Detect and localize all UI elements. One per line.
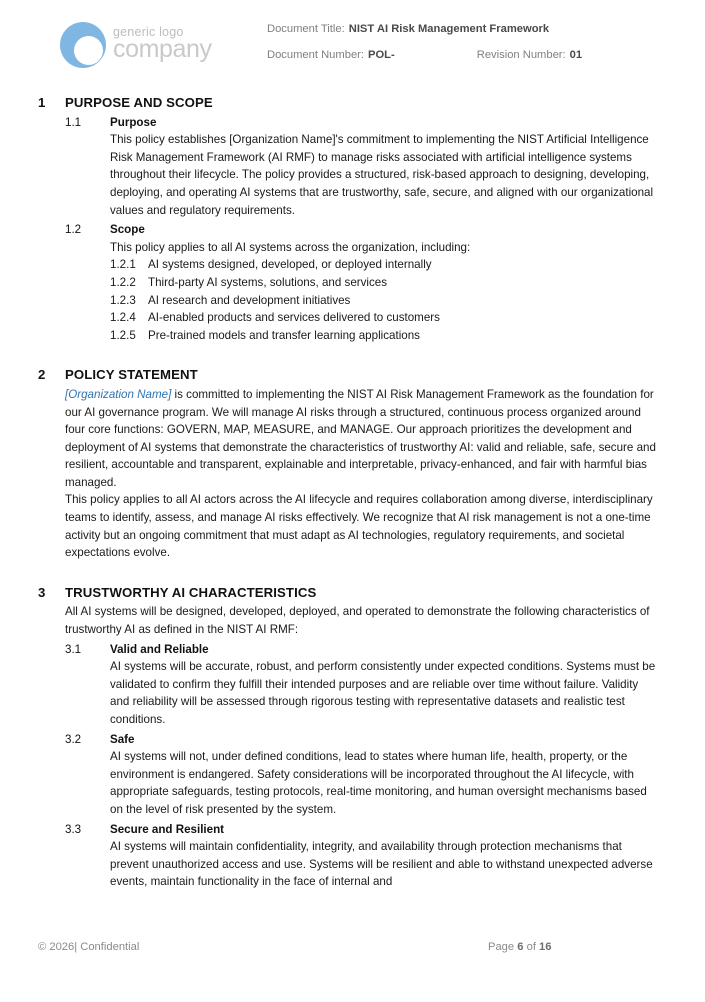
footer-copyright: © 2026| Confidential [38,941,140,953]
document-number-label: Document Number: [267,49,364,61]
organization-name-placeholder: [Organization Name] [65,387,172,401]
subsection-3-2-number: 3.2 [65,732,82,746]
section-heading-1 [0,94,705,112]
section-3-intro: All AI systems will be designed, developed, deployed, and operated to demonstrate the following characteristics of trustworthy AI as defined in the NIST AI RMF: [65,605,650,637]
revision-number-label: Revision Number: [476,49,566,61]
list-item-text: AI research and development initiatives [148,293,351,307]
document-number-value: POL- [368,49,395,61]
subsection-1-2-number: 1.2 [65,223,82,237]
subsection-heading-1-2 [0,221,705,239]
section-2-paragraph-1 [65,386,660,492]
subsection-3-3-title: Secure and Resilient [110,822,225,836]
subsection-3-1-title: Valid and Reliable [110,642,209,656]
section-heading-3 [0,584,705,602]
list-item [110,309,660,327]
section-3-number: 3 [38,584,46,600]
logo-tagline: generic logo [113,24,184,39]
document-body [0,94,705,891]
page-total: 16 [539,941,552,953]
header-metadata [267,16,705,75]
subsection-3-3-number: 3.3 [65,822,82,836]
section-1-title: PURPOSE AND SCOPE [65,95,213,110]
page-prefix: Page [488,941,515,953]
page-of: of [526,941,536,953]
subsection-heading-3-3 [0,821,705,839]
subsection-heading-3-1 [0,641,705,659]
list-item-text: AI-enabled products and services delivered to customers [148,311,440,325]
document-footer [0,941,705,953]
subsection-3-1-body: AI systems will be accurate, robust, and perform consistently under expected conditions. Systems must be validated to confirm they fulfill their intended purposes and are reliable over time without failure. Validity and reliability will be assessed through rigorous testing with representative datasets and realistic test conditions. [110,660,656,726]
document-number-row [267,49,705,61]
document-header [0,16,705,86]
subsection-1-2-title: Scope [110,223,145,237]
list-item-number: 1.2.4 [110,311,136,325]
section-3-title: TRUSTWORTHY AI CHARACTERISTICS [65,584,317,600]
subsection-1-2-body: This policy applies to all AI systems across the organization, including: [110,240,471,254]
section-spacer [0,562,705,584]
subsection-3-3-body: AI systems will maintain confidentiality, integrity, and availability through protection mechanisms that prevent unauthorized access and use. Systems will be resilient and able to withstand unexpected adverse events, maintain functionality in the face of internal and [110,840,653,889]
company-logo [58,16,248,74]
logo-company-name: company [113,35,212,63]
subsection-1-1-body: This policy establishes [Organization Name]'s commitment to implementing the NIST Artificial Intelligence Risk Management Framework (AI RMF) to manage risks associated with artificial intelligence systems throughout their lifecycle. The policy provides a structured, risk-based approach to designing, developing, deploying, and operating AI systems that are trustworthy, safe, secure, and aligned with our organizational values and regulatory requirements. [110,133,654,217]
subsection-1-1-title: Purpose [110,115,157,129]
subsection-1-1-number: 1.1 [65,115,82,129]
list-item-number: 1.2.5 [110,328,136,342]
section-2-paragraph-2: This policy applies to all AI actors across the AI lifecycle and requires collaboration among diverse, interdisciplinary teams to identify, assess, and manage AI risks effectively. We recognize that AI risk management is not a one-time activity but an ongoing commitment that must adapt as AI technologies, regulatory requirements, and societal expectations evolve. [65,493,653,560]
page-number [488,941,552,953]
list-item-text: Pre-trained models and transfer learning applications [148,328,420,342]
section-heading-2 [0,366,705,384]
list-item [110,256,660,274]
section-spacer [0,344,705,366]
revision-number-value: 01 [569,49,583,61]
subsection-3-2-body: AI systems will not, under defined conditions, lead to states where human life, health, property, or the environment is endangered. Safety considerations will be incorporated throughout the AI lifecycle, with appropriate safeguards, testing protocols, real-time monitoring, and human oversight mechanisms based on the level of risk presented by the system. [110,750,647,816]
logo-circle-icon [58,20,110,70]
subsection-heading-3-2 [0,731,705,749]
section-1-number: 1 [38,95,46,110]
list-item-number: 1.2.2 [110,275,136,289]
list-item-number: 1.2.1 [110,258,136,272]
subsection-3-1-number: 3.1 [65,642,82,656]
document-title-value: NIST AI Risk Management Framework [348,23,550,35]
document-title-row [267,23,705,35]
list-item-text: Third-party AI systems, solutions, and services [148,275,388,289]
list-item-text: AI systems designed, developed, or deployed internally [148,258,432,272]
section-2-paragraph-1-rest: is committed to implementing the NIST AI Risk Management Framework as the foundation for our AI governance program. We will manage AI risks through a structured, continuous process organized around four core functions: GOVERN, MAP, MEASURE, and MANAGE. Our approach prioritizes the development and deployment of AI systems that demonstrate the characteristics of trustworthy AI: valid and reliable, safe, secure and resilient, accountable and transparent, explainable and interpretable, privacy-enhanced, and fair with harmful bias managed. [65,387,656,489]
page-current: 6 [517,941,524,953]
list-item [110,292,660,310]
subsection-heading-1-1 [0,114,705,132]
logo-wordmark [113,26,212,65]
logo-inner-circle [74,36,103,65]
document-title-label: Document Title: [267,23,345,35]
list-item-number: 1.2.3 [110,293,136,307]
section-2-number: 2 [38,367,46,383]
subsection-3-2-title: Safe [110,732,135,746]
list-item [110,327,660,345]
section-2-title: POLICY STATEMENT [65,367,198,383]
list-item [110,274,660,292]
